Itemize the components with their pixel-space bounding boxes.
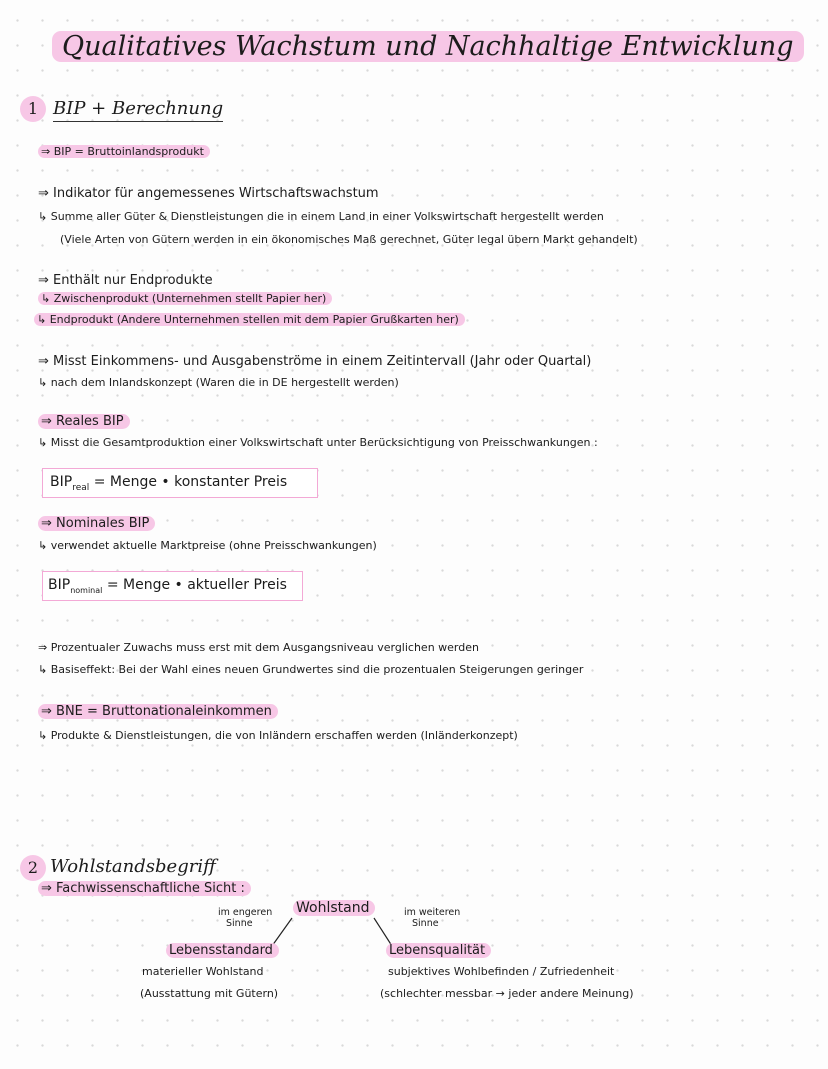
percentage-growth-line: ⇒ Prozentualer Zuwachs muss erst mit dem Ausgangsniveau verglichen werden <box>38 641 479 654</box>
right-note-1: im weiteren <box>404 907 461 918</box>
real-bip-text: ⇒ Reales BIP <box>38 414 130 429</box>
formula-nominal-main: BIP <box>48 577 71 593</box>
formula-nominal-rest: = Menge • aktueller Preis <box>102 577 287 593</box>
lebensstandard-title <box>166 943 279 959</box>
formula-real-sub: real <box>72 482 90 493</box>
base-effect-line: ↳ Basiseffekt: Bei der Wahl eines neuen Grundwertes sind die prozentualen Steigerungen geringer <box>38 663 584 676</box>
formula-real-rest: = Menge • konstanter Preis <box>89 474 288 490</box>
bne-text: ⇒ BNE = Bruttonationaleinkommen <box>38 704 278 719</box>
end-products-line: ⇒ Enthält nur Endprodukte <box>38 273 213 288</box>
fachwissenschaftliche-sicht-text: ⇒ Fachwissenschaftliche Sicht : <box>38 881 251 896</box>
right-branch-line <box>374 918 392 946</box>
section-1-heading: BIP + Berechnung <box>53 98 223 122</box>
bne-description: ↳ Produkte & Dienstleistungen, die von Inländern erschaffen werden (Inländerkonzept) <box>38 729 518 742</box>
indicator-line: ⇒ Indikator für angemessenes Wirtschaftswachstum <box>38 186 379 201</box>
lebensqualitaet-title <box>386 943 491 959</box>
bip-definition-text: ⇒ BIP = Bruttoinlandsprodukt <box>38 145 210 158</box>
left-note-1: im engeren <box>218 907 273 918</box>
lebensstandard-line-1: materieller Wohlstand <box>142 965 264 978</box>
domestic-concept-line: ↳ nach dem Inlandskonzept (Waren die in DE hergestellt werden) <box>38 376 399 389</box>
lebensstandard-line-2: (Ausstattung mit Gütern) <box>140 987 279 1000</box>
section-2-number: 2 <box>20 855 46 881</box>
section-2-heading: Wohlstandsbegriff <box>50 856 216 877</box>
lebensstandard-text: Lebensstandard <box>166 943 279 958</box>
left-note-2: Sinne <box>226 918 253 929</box>
income-flows-line: ⇒ Misst Einkommens- und Ausgabenströme in einem Zeitintervall (Jahr oder Quartal) <box>38 354 592 369</box>
left-branch-line <box>272 918 292 946</box>
formula-nominal-sub: nominal <box>70 585 103 595</box>
goods-note-line: (Viele Arten von Gütern werden in ein ökonomisches Maß gerechnet, Güter legal übern Markt gehandelt) <box>60 233 638 246</box>
section-1-number: 1 <box>20 96 46 122</box>
sum-goods-line: ↳ Summe aller Güter & Dienstleistungen die in einem Land in einer Volkswirtschaft hergestellt werden <box>38 210 604 223</box>
formula-real-main: BIP <box>50 474 73 490</box>
intermediate-product-text: ↳ Zwischenprodukt (Unternehmen stellt Papier her) <box>38 292 332 305</box>
nominal-bip-description: ↳ verwendet aktuelle Marktpreise (ohne Preisschwankungen) <box>38 539 377 552</box>
lebensqualitaet-text: Lebensqualität <box>386 943 491 958</box>
lebensqualitaet-line-1: subjektives Wohlbefinden / Zufriedenheit <box>388 965 615 978</box>
nominal-bip-text: ⇒ Nominales BIP <box>38 516 155 531</box>
lebensqualitaet-line-2: (schlechter messbar → jeder andere Meinung) <box>380 987 634 1000</box>
title-text: Qualitatives Wachstum und Nachhaltige Entwicklung <box>52 31 804 62</box>
right-note-2: Sinne <box>412 918 439 929</box>
wohlstand-text: Wohlstand <box>293 900 375 916</box>
end-product-text: ↳ Endprodukt (Andere Unternehmen stellen mit dem Papier Grußkarten her) <box>34 313 465 326</box>
real-bip-description: ↳ Misst die Gesamtproduktion einer Volkswirtschaft unter Berücksichtigung von Preisschwankungen : <box>38 436 598 449</box>
